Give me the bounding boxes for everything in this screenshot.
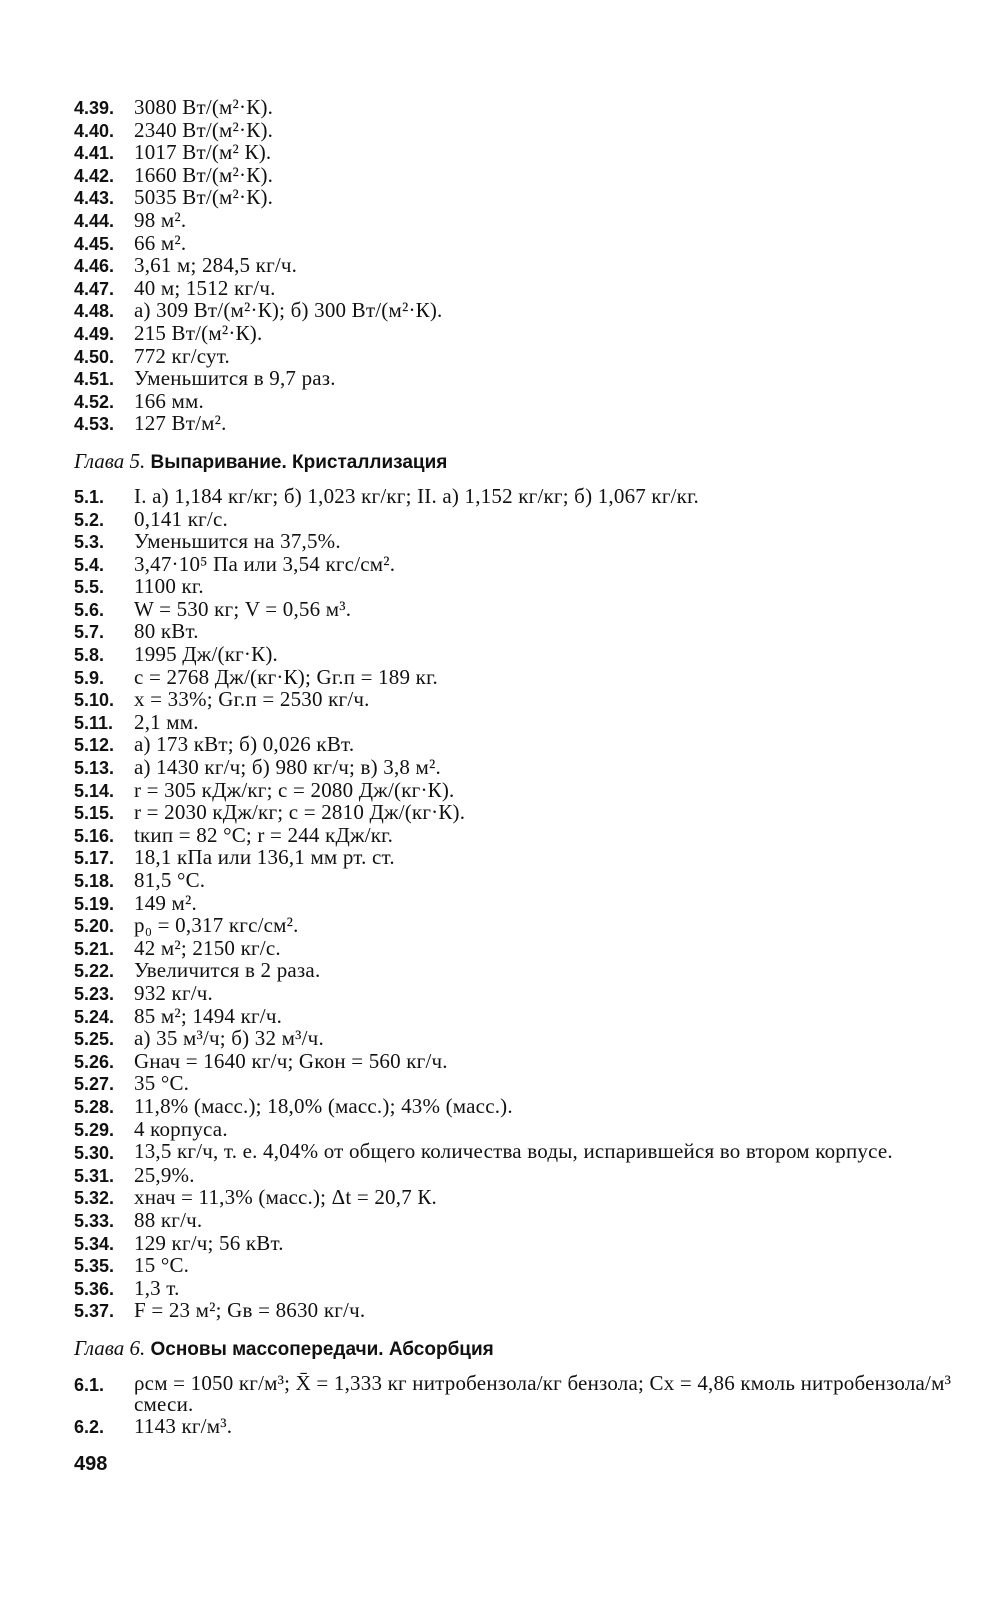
answer-text: 15 °С. [134, 1253, 190, 1278]
answer-number: 5.4. [74, 554, 105, 575]
answer-number: 5.11. [74, 712, 114, 733]
answer-text: 3,61 м; 284,5 кг/ч. [134, 253, 298, 278]
answer-row [74, 644, 954, 667]
answer-row [74, 1230, 954, 1256]
answer-number: 5.14. [74, 780, 115, 801]
answer-number: 4.53. [74, 414, 115, 435]
answer-text: 215 Вт/(м²·К). [134, 320, 263, 345]
answer-row [74, 187, 954, 210]
answer-text: 1017 Вт/(м² К). [134, 140, 272, 165]
answer-text: 80 кВт. [134, 619, 199, 644]
answer-text: 1143 кг/м³. [134, 1414, 233, 1439]
answer-number: 5.5. [74, 577, 105, 598]
answer-text: 85 м²; 1494 кг/ч. [134, 1003, 283, 1028]
answer-row [74, 97, 954, 120]
answer-row [74, 847, 954, 870]
answer-text: 1660 Вт/(м²·К). [134, 162, 274, 187]
answer-row [74, 1116, 954, 1142]
answer-text: I. а) 1,184 кг/кг; б) 1,023 кг/кг; II. а) 1,152 кг/кг; б) 1,067 кг/кг. [134, 483, 699, 508]
answer-row [74, 1187, 954, 1210]
answer-row [74, 870, 954, 893]
answer-number: 6.1. [74, 1374, 105, 1395]
answer-text: c = 2768 Дж/(кг·К); Gг.п = 189 кг. [134, 664, 438, 689]
answer-row [74, 689, 954, 712]
answer-row [74, 117, 954, 143]
answer-number: 5.1. [74, 486, 105, 507]
answer-row [74, 1255, 954, 1278]
answers-page [74, 97, 954, 1439]
answer-number: 5.20. [74, 916, 115, 937]
chapter-title: Основы массопередачи. Абсорбция [150, 1338, 494, 1360]
answer-text: 11,8% (масс.); 18,0% (масс.); 43% (масс.). [134, 1093, 513, 1118]
answer-text: F = 23 м²; Gв = 8630 кг/ч. [134, 1298, 366, 1323]
answer-text: 5035 Вт/(м²·К). [134, 185, 274, 210]
page-number: 498 [74, 1453, 108, 1475]
answer-row [74, 207, 954, 233]
answer-number: 5.25. [74, 1029, 115, 1050]
answer-text: 88 кг/ч. [134, 1207, 203, 1232]
answer-row [74, 621, 954, 644]
answer-number: 5.9. [74, 667, 105, 688]
chapter-heading [74, 1337, 954, 1361]
answer-row [74, 1093, 954, 1119]
answer-text: Уменьшится в 9,7 раз. [134, 366, 336, 391]
answer-row [74, 142, 954, 165]
answer-row [74, 757, 954, 780]
answer-number: 4.42. [74, 165, 115, 186]
answer-text: 166 мм. [134, 388, 204, 413]
answer-text: 18,1 кПа или 136,1 мм рт. ст. [134, 845, 395, 870]
answer-row [74, 483, 954, 509]
answer-text: 772 кг/сут. [134, 343, 230, 368]
answer-text: 127 Вт/м². [134, 411, 227, 436]
answer-text: 4 корпуса. [134, 1116, 228, 1141]
answer-text: 81,5 °С. [134, 868, 206, 892]
answer-text: 932 кг/ч. [134, 980, 214, 1005]
answer-text: xнач = 11,3% (масс.); Δt = 20,7 К. [134, 1185, 438, 1210]
answer-row [74, 1048, 954, 1074]
answer-number: 5.26. [74, 1051, 115, 1072]
answer-text: 3080 Вт/(м²·К). [134, 95, 274, 119]
answer-number: 5.27. [74, 1074, 115, 1095]
answer-text: 1,3 т. [134, 1275, 180, 1300]
answer-text: а) 309 Вт/(м²·К); б) 300 Вт/(м²·К). [134, 298, 443, 323]
answer-text: 42 м²; 2150 кг/с. [134, 935, 281, 960]
answer-number: 4.48. [74, 301, 115, 322]
answer-row [74, 734, 954, 757]
answer-number: 5.37. [74, 1301, 115, 1322]
answer-row [74, 960, 954, 983]
answer-row [74, 300, 954, 323]
answer-text: W = 530 кг; V = 0,56 м³. [134, 596, 352, 621]
answer-number: 5.19. [74, 893, 115, 914]
answer-text: 40 м; 1512 кг/ч. [134, 275, 276, 300]
chapter-number: Глава 5. [74, 448, 146, 473]
answer-number: 5.31. [74, 1165, 115, 1186]
answer-number: 5.8. [74, 645, 105, 666]
answer-number: 6.2. [74, 1417, 105, 1438]
answer-text: 3,47·10⁵ Па или 3,54 кгс/см². [134, 551, 396, 576]
answer-number: 5.34. [74, 1233, 115, 1254]
answer-row [74, 802, 954, 825]
answer-number: 5.18. [74, 871, 115, 891]
answer-number: 5.22. [74, 961, 115, 982]
answer-text: Gнач = 1640 кг/ч; Gкон = 560 кг/ч. [134, 1048, 448, 1073]
answer-number: 5.29. [74, 1119, 115, 1140]
answer-text: 149 м². [134, 890, 197, 915]
answer-row [74, 320, 954, 346]
answer-text: 98 м². [134, 207, 187, 232]
chapter-heading [74, 450, 954, 474]
answer-number: 4.39. [74, 98, 115, 118]
answer-row [74, 1141, 954, 1165]
answer-row [74, 935, 954, 961]
answer-text: 2,1 мм. [134, 709, 199, 734]
answer-text: 1100 кг. [134, 574, 204, 599]
answer-number: 4.45. [74, 233, 115, 254]
answer-row [74, 343, 954, 369]
answer-row [74, 777, 954, 803]
answer-row [74, 1073, 954, 1096]
answer-text: Уменьшится на 37,5%. [134, 529, 341, 554]
answer-text: а) 173 кВт; б) 0,026 кВт. [134, 732, 355, 757]
answer-text: ρсм = 1050 кг/м³; X̄ = 1,333 кг нитробензола/кг бензола; Cx = 4,86 кмоль нитробензола/м³ смеси. [134, 1370, 952, 1417]
answer-number: 5.12. [74, 735, 115, 756]
answer-text: а) 1430 кг/ч; б) 980 кг/ч; в) 3,8 м². [134, 755, 441, 780]
answer-row [74, 664, 954, 690]
answer-number: 5.17. [74, 848, 115, 869]
answer-text: 25,9%. [134, 1162, 195, 1187]
answer-number: 4.40. [74, 120, 115, 141]
answer-row [74, 1370, 954, 1417]
chapter-title: Выпаривание. Кристаллизация [150, 451, 448, 473]
answer-number: 4.47. [74, 278, 115, 299]
answer-text: а) 35 м³/ч; б) 32 м³/ч. [134, 1026, 324, 1051]
answer-number: 5.10. [74, 690, 115, 711]
answer-number: 5.13. [74, 758, 115, 779]
answer-number: 5.24. [74, 1006, 115, 1027]
answer-number: 5.28. [74, 1096, 115, 1117]
answer-number: 4.52. [74, 391, 115, 412]
answer-text: r = 2030 кДж/кг; c = 2810 Дж/(кг·К). [134, 800, 466, 825]
answer-row [74, 596, 954, 622]
answer-number: 5.36. [74, 1278, 115, 1299]
answer-row [74, 980, 954, 1006]
answer-number: 5.7. [74, 622, 105, 643]
answer-row [74, 506, 954, 532]
answer-row [74, 230, 954, 256]
answer-text: 129 кг/ч; 56 кВт. [134, 1230, 284, 1255]
answer-number: 5.23. [74, 983, 115, 1004]
chapter-number: Глава 6. [74, 1335, 146, 1360]
answer-text: 66 м². [134, 230, 187, 255]
answer-number: 5.35. [74, 1256, 115, 1277]
answer-row [74, 576, 954, 599]
answer-text: 1995 Дж/(кг·К). [134, 642, 278, 667]
answer-number: 5.16. [74, 825, 115, 846]
answer-number: 5.32. [74, 1188, 115, 1209]
answer-number: 4.44. [74, 210, 115, 231]
answer-number: 5.2. [74, 509, 105, 530]
answer-row [74, 162, 954, 188]
answer-row [74, 1162, 954, 1188]
answer-number: 5.6. [74, 599, 105, 620]
answer-text: tкип = 82 °С; r = 244 кДж/кг. [134, 822, 394, 847]
answer-number: 4.50. [74, 346, 115, 367]
answer-number: 4.43. [74, 188, 115, 209]
answer-row [74, 368, 954, 391]
answer-row [74, 531, 954, 554]
answer-text: Увеличится в 2 раза. [134, 958, 321, 983]
answer-text: 2340 Вт/(м²·К). [134, 117, 274, 142]
answer-row [74, 1416, 954, 1439]
answer-row [74, 551, 954, 577]
answer-text: 35 °С. [134, 1071, 190, 1096]
answer-row [74, 1003, 954, 1029]
answer-number: 5.15. [74, 803, 115, 824]
answer-row [74, 915, 954, 938]
answer-number: 4.51. [74, 369, 115, 390]
answer-row [74, 890, 954, 916]
answer-text: r = 305 кДж/кг; c = 2080 Дж/(кг·К). [134, 777, 455, 802]
answer-text: 0,141 кг/с. [134, 506, 228, 531]
answer-row [74, 413, 954, 436]
answer-number: 5.3. [74, 532, 105, 553]
answer-row [74, 1275, 954, 1301]
answer-number: 5.33. [74, 1210, 115, 1231]
answer-number: 4.41. [74, 143, 115, 164]
answer-text: x = 33%; Gг.п = 2530 кг/ч. [134, 687, 370, 712]
answer-text: 13,5 кг/ч, т. е. 4,04% от общего количества воды, испарившейся во втором корпусе. [134, 1139, 893, 1164]
answer-number: 5.21. [74, 938, 115, 959]
answer-number: 4.49. [74, 323, 115, 344]
answer-number: 4.46. [74, 256, 115, 277]
answer-row [74, 388, 954, 414]
answer-row [74, 1028, 954, 1051]
answer-row [74, 255, 954, 278]
answer-number: 5.30. [74, 1143, 115, 1164]
answer-row [74, 1207, 954, 1233]
answer-row [74, 709, 954, 735]
answer-row [74, 1300, 954, 1323]
answer-row [74, 275, 954, 301]
answer-row [74, 822, 954, 848]
answer-text: p₀ = 0,317 кгс/см². [134, 913, 299, 938]
